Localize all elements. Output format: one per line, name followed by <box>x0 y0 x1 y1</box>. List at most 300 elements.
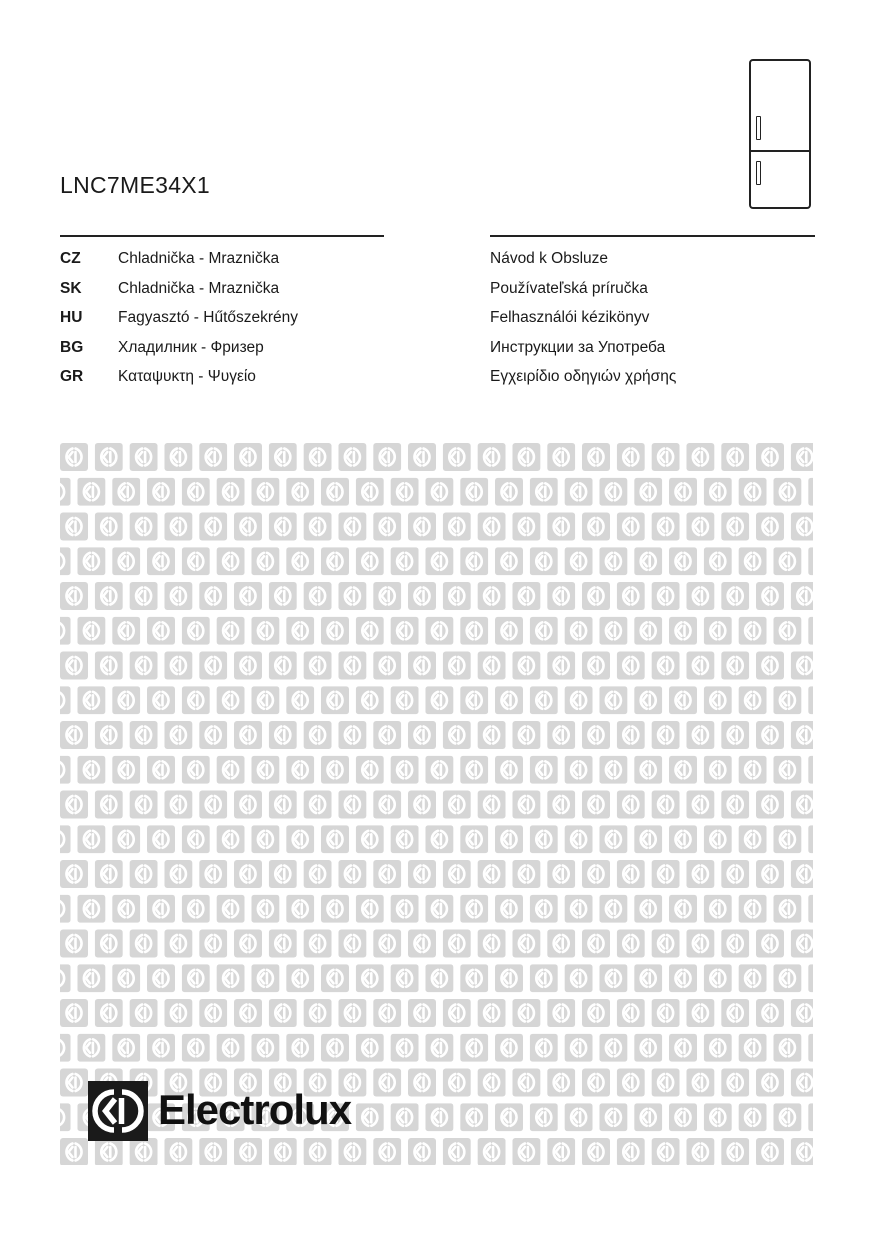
pattern-logo-tile <box>739 686 767 714</box>
pattern-logo-tile <box>60 721 88 749</box>
pattern-logo-tile <box>686 1069 714 1097</box>
pattern-logo-tile <box>530 686 558 714</box>
pattern-logo-tile <box>547 721 575 749</box>
pattern-logo-tile <box>460 1103 488 1131</box>
pattern-logo-tile <box>425 478 453 506</box>
pattern-logo-tile <box>251 478 279 506</box>
pattern-logo-tile <box>408 721 436 749</box>
pattern-logo-tile <box>634 825 662 853</box>
brand-name: Electrolux <box>158 1086 352 1133</box>
pattern-logo-tile <box>530 964 558 992</box>
pattern-logo-tile <box>304 513 332 541</box>
pattern-logo-tile <box>130 721 158 749</box>
pattern-logo-tile <box>443 582 471 610</box>
pattern-logo-tile <box>652 721 680 749</box>
pattern-logo-tile <box>773 547 801 575</box>
pattern-logo-tile <box>686 721 714 749</box>
pattern-logo-tile <box>495 478 523 506</box>
pattern-logo-tile <box>565 895 593 923</box>
pattern-logo-tile <box>60 999 88 1027</box>
pattern-logo-tile <box>808 825 813 853</box>
pattern-logo-tile <box>373 652 401 680</box>
pattern-logo-tile <box>808 964 813 992</box>
pattern-logo-tile <box>304 999 332 1027</box>
pattern-logo-tile <box>478 860 506 888</box>
pattern-logo-tile <box>739 964 767 992</box>
pattern-logo-tile <box>565 686 593 714</box>
pattern-logo-tile <box>338 791 366 819</box>
pattern-logo-tile <box>721 721 749 749</box>
pattern-logo-tile <box>791 652 813 680</box>
pattern-logo-tile <box>582 652 610 680</box>
pattern-logo-tile <box>791 443 813 471</box>
pattern-logo-tile <box>182 1034 210 1062</box>
pattern-logo-tile <box>251 617 279 645</box>
pattern-logo-tile <box>512 443 540 471</box>
pattern-logo-tile <box>217 547 245 575</box>
pattern-logo-tile <box>721 860 749 888</box>
pattern-logo-tile <box>704 895 732 923</box>
pattern-logo-tile <box>77 478 105 506</box>
pattern-logo-tile <box>704 1034 732 1062</box>
pattern-logo-tile <box>60 652 88 680</box>
pattern-logo-tile <box>217 617 245 645</box>
pattern-logo-tile <box>565 547 593 575</box>
pattern-logo-tile <box>408 443 436 471</box>
pattern-logo-tile <box>443 1069 471 1097</box>
electrolux-logo-pattern <box>60 443 813 1165</box>
pattern-logo-tile <box>269 930 297 958</box>
pattern-logo-tile <box>739 895 767 923</box>
document-title: Návod k Obsluze <box>490 250 609 267</box>
pattern-logo-tile <box>617 443 645 471</box>
pattern-logo-tile <box>582 443 610 471</box>
pattern-logo-tile <box>95 443 123 471</box>
pattern-logo-tile <box>478 791 506 819</box>
pattern-logo-tile <box>512 930 540 958</box>
pattern-logo-tile <box>478 582 506 610</box>
electrolux-logo-icon <box>88 1081 148 1141</box>
pattern-logo-tile <box>460 617 488 645</box>
pattern-logo-tile <box>304 1138 332 1165</box>
pattern-logo-tile <box>530 1034 558 1062</box>
document-title: Používateľská príručka <box>490 279 648 297</box>
pattern-logo-tile <box>408 860 436 888</box>
pattern-logo-tile <box>565 617 593 645</box>
pattern-logo-tile <box>60 825 71 853</box>
pattern-logo-tile <box>512 999 540 1027</box>
pattern-logo-tile <box>721 1069 749 1097</box>
pattern-logo-tile <box>686 443 714 471</box>
pattern-logo-tile <box>112 895 140 923</box>
pattern-logo-tile <box>425 756 453 784</box>
pattern-logo-tile <box>704 756 732 784</box>
pattern-logo-tile <box>617 652 645 680</box>
pattern-logo-tile <box>234 791 262 819</box>
pattern-logo-tile <box>756 721 784 749</box>
fridge-door-split <box>751 150 809 152</box>
pattern-logo-tile <box>338 721 366 749</box>
pattern-logo-tile <box>599 756 627 784</box>
pattern-logo-tile <box>652 930 680 958</box>
pattern-logo-tile <box>391 1034 419 1062</box>
pattern-logo-tile <box>634 756 662 784</box>
pattern-logo-tile <box>791 1069 813 1097</box>
pattern-logo-tile <box>617 513 645 541</box>
pattern-logo-tile <box>808 895 813 923</box>
pattern-logo-tile <box>182 617 210 645</box>
pattern-logo-tile <box>686 791 714 819</box>
pattern-logo-tile <box>338 860 366 888</box>
pattern-logo-tile <box>356 964 384 992</box>
pattern-logo-tile <box>95 999 123 1027</box>
pattern-logo-tile <box>669 756 697 784</box>
pattern-logo-tile <box>217 478 245 506</box>
pattern-logo-tile <box>582 860 610 888</box>
pattern-logo-tile <box>321 1034 349 1062</box>
pattern-logo-tile <box>599 617 627 645</box>
pattern-logo-tile <box>721 1138 749 1165</box>
pattern-logo-tile <box>60 617 71 645</box>
pattern-logo-tile <box>130 860 158 888</box>
language-code: CZ <box>60 250 81 267</box>
pattern-logo-tile <box>164 513 192 541</box>
pattern-logo-tile <box>147 617 175 645</box>
pattern-logo-tile <box>599 1103 627 1131</box>
pattern-logo-tile <box>739 1034 767 1062</box>
pattern-logo-tile <box>756 443 784 471</box>
pattern-logo-tile <box>356 895 384 923</box>
pattern-logo-tile <box>547 999 575 1027</box>
pattern-logo-tile <box>60 1069 88 1097</box>
pattern-logo-tile <box>269 443 297 471</box>
pattern-logo-tile <box>269 791 297 819</box>
pattern-logo-tile <box>808 686 813 714</box>
pattern-logo-tile <box>286 617 314 645</box>
pattern-logo-tile <box>199 999 227 1027</box>
pattern-logo-tile <box>530 825 558 853</box>
pattern-logo-tile <box>582 999 610 1027</box>
document-title: Инструкции за Употреба <box>490 338 666 356</box>
pattern-logo-tile <box>652 860 680 888</box>
pattern-logo-tile <box>599 825 627 853</box>
pattern-logo-tile <box>391 478 419 506</box>
pattern-logo-tile <box>652 443 680 471</box>
pattern-logo-tile <box>321 756 349 784</box>
pattern-logo-tile <box>95 513 123 541</box>
pattern-logo-tile <box>147 686 175 714</box>
pattern-logo-tile <box>391 547 419 575</box>
pattern-logo-tile <box>77 964 105 992</box>
pattern-logo-tile <box>739 1103 767 1131</box>
pattern-logo-tile <box>565 1103 593 1131</box>
pattern-logo-tile <box>95 652 123 680</box>
pattern-logo-tile <box>60 478 71 506</box>
pattern-logo-tile <box>634 1034 662 1062</box>
pattern-logo-tile <box>373 1069 401 1097</box>
pattern-logo-tile <box>739 825 767 853</box>
pattern-logo-tile <box>234 999 262 1027</box>
pattern-logo-tile <box>582 930 610 958</box>
pattern-logo-tile <box>338 999 366 1027</box>
product-name: Chladnička - Mraznička <box>118 250 280 267</box>
pattern-logo-tile <box>530 617 558 645</box>
pattern-logo-tile <box>408 791 436 819</box>
pattern-logo-tile <box>356 756 384 784</box>
pattern-logo-tile <box>217 1034 245 1062</box>
pattern-logo-tile <box>234 652 262 680</box>
pattern-logo-tile <box>599 478 627 506</box>
pattern-logo-tile <box>112 825 140 853</box>
pattern-logo-tile <box>686 860 714 888</box>
pattern-logo-tile <box>652 1138 680 1165</box>
pattern-logo-tile <box>60 582 88 610</box>
pattern-logo-tile <box>773 756 801 784</box>
pattern-logo-tile <box>217 895 245 923</box>
pattern-logo-tile <box>164 652 192 680</box>
pattern-logo-tile <box>686 1138 714 1165</box>
pattern-logo-tile <box>495 1103 523 1131</box>
pattern-logo-tile <box>356 478 384 506</box>
pattern-logo-tile <box>199 860 227 888</box>
pattern-logo-tile <box>147 964 175 992</box>
pattern-logo-tile <box>547 930 575 958</box>
pattern-logo-tile <box>77 756 105 784</box>
pattern-logo-tile <box>77 547 105 575</box>
product-name: Chladnička - Mraznička <box>118 279 280 297</box>
pattern-logo-tile <box>773 895 801 923</box>
pattern-logo-tile <box>565 756 593 784</box>
pattern-logo-tile <box>582 791 610 819</box>
pattern-logo-tile <box>686 652 714 680</box>
pattern-logo-tile <box>512 513 540 541</box>
pattern-logo-tile <box>669 895 697 923</box>
pattern-logo-tile <box>251 756 279 784</box>
pattern-logo-tile <box>373 513 401 541</box>
pattern-logo-tile <box>547 791 575 819</box>
pattern-logo-tile <box>251 964 279 992</box>
pattern-logo-tile <box>391 617 419 645</box>
pattern-logo-tile <box>478 930 506 958</box>
pattern-logo-tile <box>443 652 471 680</box>
pattern-logo-tile <box>304 582 332 610</box>
language-code: SK <box>60 279 82 297</box>
pattern-logo-tile <box>286 1034 314 1062</box>
pattern-logo-tile <box>269 721 297 749</box>
pattern-logo-tile <box>773 478 801 506</box>
pattern-logo-tile <box>599 964 627 992</box>
pattern-logo-tile <box>652 652 680 680</box>
pattern-logo-tile <box>599 895 627 923</box>
pattern-logo-tile <box>95 1138 123 1165</box>
pattern-logo-tile <box>791 1138 813 1165</box>
pattern-logo-tile <box>199 791 227 819</box>
pattern-logo-tile <box>808 1034 813 1062</box>
pattern-logo-tile <box>147 1034 175 1062</box>
pattern-logo-tile <box>182 478 210 506</box>
pattern-logo-tile <box>95 721 123 749</box>
pattern-logo-tile <box>478 1138 506 1165</box>
pattern-logo-tile <box>217 825 245 853</box>
pattern-logo-tile <box>199 721 227 749</box>
pattern-logo-tile <box>321 686 349 714</box>
pattern-logo-tile <box>304 721 332 749</box>
pattern-logo-tile <box>77 1034 105 1062</box>
pattern-logo-tile <box>321 964 349 992</box>
pattern-logo-tile <box>234 513 262 541</box>
pattern-logo-tile <box>304 860 332 888</box>
pattern-logo-tile <box>808 478 813 506</box>
pattern-logo-tile <box>373 999 401 1027</box>
pattern-logo-tile <box>773 617 801 645</box>
pattern-logo-tile <box>495 1034 523 1062</box>
pattern-logo-tile <box>443 443 471 471</box>
pattern-logo-tile <box>60 860 88 888</box>
pattern-logo-tile <box>164 999 192 1027</box>
pattern-logo-tile <box>338 930 366 958</box>
pattern-logo-tile <box>408 1138 436 1165</box>
pattern-logo-tile <box>182 756 210 784</box>
pattern-logo-tile <box>60 1103 71 1131</box>
pattern-logo-tile <box>721 513 749 541</box>
pattern-logo-tile <box>373 1138 401 1165</box>
pattern-logo-tile <box>251 686 279 714</box>
pattern-logo-tile <box>512 582 540 610</box>
pattern-logo-tile <box>77 825 105 853</box>
pattern-logo-tile <box>164 930 192 958</box>
pattern-logo-tile <box>756 582 784 610</box>
pattern-logo-tile <box>321 825 349 853</box>
pattern-logo-tile <box>286 686 314 714</box>
pattern-logo-tile <box>791 582 813 610</box>
pattern-logo-tile <box>408 513 436 541</box>
pattern-logo-tile <box>686 582 714 610</box>
pattern-logo-tile <box>164 1138 192 1165</box>
pattern-logo-tile <box>182 825 210 853</box>
language-code: GR <box>60 368 84 385</box>
pattern-logo-tile <box>391 686 419 714</box>
pattern-logo-tile <box>512 721 540 749</box>
divider-left <box>60 235 384 237</box>
pattern-logo-tile <box>77 686 105 714</box>
pattern-logo-tile <box>756 652 784 680</box>
pattern-logo-tile <box>269 999 297 1027</box>
pattern-logo-tile <box>756 999 784 1027</box>
pattern-logo-tile <box>408 582 436 610</box>
pattern-logo-tile <box>269 652 297 680</box>
pattern-logo-tile <box>147 756 175 784</box>
product-name: Καταψυκτη - Ψυγείο <box>118 368 256 385</box>
pattern-logo-tile <box>147 825 175 853</box>
pattern-logo-tile <box>164 860 192 888</box>
pattern-logo-tile <box>425 547 453 575</box>
pattern-logo-tile <box>756 1138 784 1165</box>
pattern-logo-tile <box>234 930 262 958</box>
pattern-logo-tile <box>460 895 488 923</box>
model-number: LNC7ME34X1 <box>60 172 211 198</box>
pattern-logo-tile <box>669 825 697 853</box>
pattern-logo-tile <box>582 721 610 749</box>
pattern-logo-tile <box>634 1103 662 1131</box>
pattern-logo-tile <box>373 860 401 888</box>
pattern-logo-tile <box>77 617 105 645</box>
pattern-logo-tile <box>617 999 645 1027</box>
pattern-logo-tile <box>791 999 813 1027</box>
pattern-logo-tile <box>565 825 593 853</box>
pattern-logo-tile <box>130 652 158 680</box>
pattern-logo-tile <box>251 547 279 575</box>
pattern-logo-tile <box>217 756 245 784</box>
pattern-logo-tile <box>304 791 332 819</box>
pattern-logo-tile <box>130 930 158 958</box>
pattern-logo-tile <box>721 652 749 680</box>
pattern-logo-tile <box>582 582 610 610</box>
pattern-logo-tile <box>721 443 749 471</box>
pattern-logo-tile <box>652 791 680 819</box>
pattern-logo-tile <box>530 1103 558 1131</box>
pattern-logo-tile <box>773 825 801 853</box>
pattern-logo-tile <box>704 964 732 992</box>
pattern-logo-tile <box>112 756 140 784</box>
pattern-logo-tile <box>130 513 158 541</box>
pattern-logo-tile <box>739 617 767 645</box>
pattern-logo-tile <box>686 999 714 1027</box>
pattern-logo-tile <box>425 686 453 714</box>
pattern-logo-tile <box>547 652 575 680</box>
pattern-logo-tile <box>95 930 123 958</box>
pattern-logo-tile <box>269 582 297 610</box>
pattern-logo-tile <box>234 1138 262 1165</box>
pattern-logo-tile <box>634 617 662 645</box>
pattern-logo-tile <box>565 964 593 992</box>
pattern-logo-tile <box>321 547 349 575</box>
pattern-logo-tile <box>95 860 123 888</box>
pattern-logo-tile <box>199 1138 227 1165</box>
pattern-logo-tile <box>547 513 575 541</box>
pattern-logo-tile <box>582 513 610 541</box>
pattern-logo-tile <box>321 617 349 645</box>
pattern-logo-tile <box>512 1138 540 1165</box>
pattern-logo-tile <box>599 1034 627 1062</box>
pattern-logo-tile <box>530 756 558 784</box>
pattern-logo-tile <box>130 791 158 819</box>
pattern-logo-tile <box>443 999 471 1027</box>
pattern-logo-tile <box>356 617 384 645</box>
pattern-logo-tile <box>721 930 749 958</box>
pattern-logo-tile <box>234 860 262 888</box>
pattern-logo-tile <box>634 964 662 992</box>
pattern-logo-tile <box>373 443 401 471</box>
pattern-logo-tile <box>373 930 401 958</box>
pattern-logo-tile <box>60 756 71 784</box>
pattern-logo-tile <box>495 895 523 923</box>
pattern-logo-tile <box>286 547 314 575</box>
pattern-logo-tile <box>60 686 71 714</box>
pattern-logo-tile <box>582 1069 610 1097</box>
pattern-logo-tile <box>321 478 349 506</box>
pattern-logo-tile <box>460 756 488 784</box>
pattern-logo-tile <box>408 999 436 1027</box>
pattern-logo-tile <box>408 1069 436 1097</box>
fridge-handle-top <box>756 116 761 140</box>
pattern-logo-tile <box>321 895 349 923</box>
pattern-logo-tile <box>164 443 192 471</box>
pattern-logo-tile <box>391 895 419 923</box>
pattern-logo-tile <box>60 443 88 471</box>
pattern-logo-tile <box>478 1069 506 1097</box>
pattern-logo-tile <box>95 791 123 819</box>
pattern-logo-tile <box>338 582 366 610</box>
